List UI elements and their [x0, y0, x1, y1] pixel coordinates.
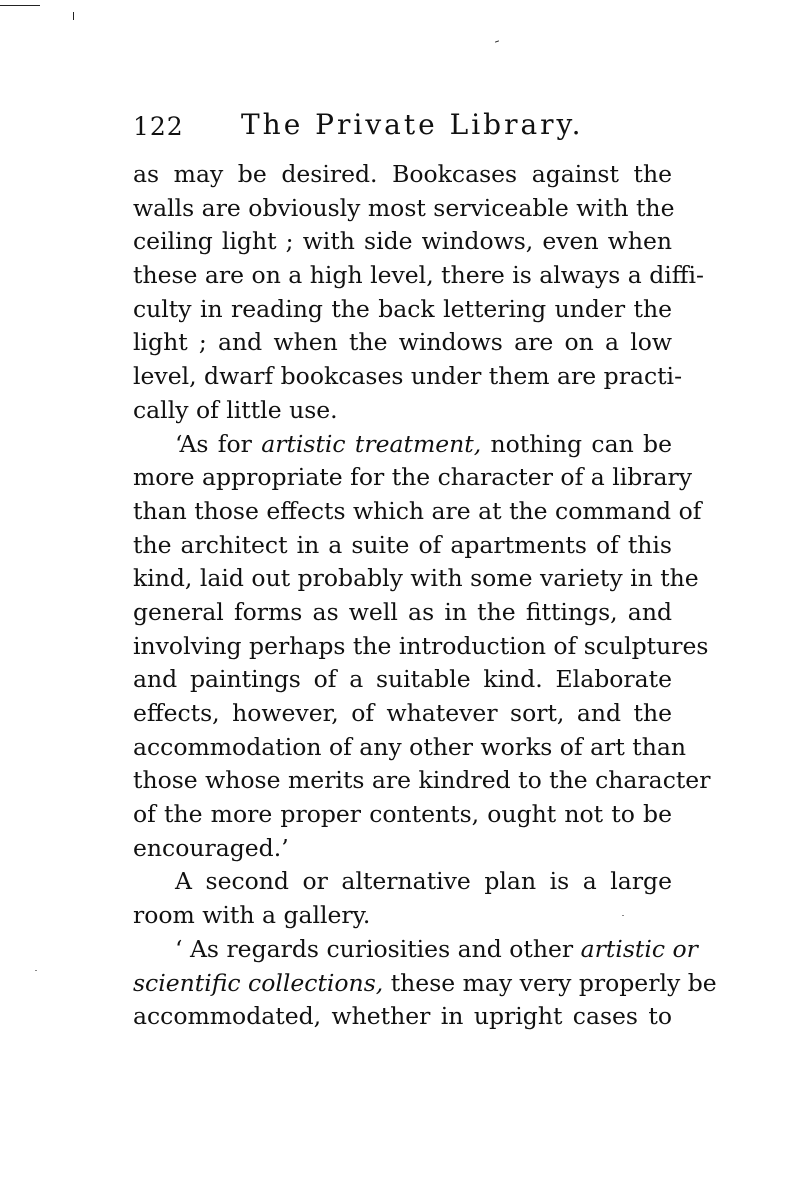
text-line: [133, 360, 683, 394]
text-line: [133, 596, 672, 630]
text-segment: these may very properly be: [383, 968, 717, 997]
text-segment: these are on a high level, there is always a diffi-: [133, 261, 704, 290]
text-segment: involving perhaps the introduction of sculptures: [133, 631, 709, 660]
text-segment: nothing can be: [481, 429, 672, 458]
text-line: [133, 495, 702, 529]
page-number: 122: [133, 112, 184, 141]
text-segment: room with a gallery.: [133, 901, 371, 930]
text-segment: ‘As for: [175, 429, 262, 458]
text-segment: than those effects which are at the command of: [133, 496, 702, 525]
text-segment: ceiling light ; with side windows, even when: [133, 227, 672, 256]
text-segment: encouraged.’: [133, 833, 289, 862]
text-segment: general forms as well as in the fittings, and: [133, 597, 672, 626]
text-segment: accommodated, whether in upright cases to: [133, 1002, 672, 1031]
text-segment: and paintings of a suitable kind. Elaborate: [133, 665, 672, 694]
text-line: [133, 225, 672, 259]
text-line: [133, 394, 672, 428]
text-segment: kind, laid out probably with some variety in the: [133, 564, 699, 593]
text-segment: culty in reading the back lettering under the: [133, 294, 672, 323]
text-line: [133, 967, 717, 1001]
text-segment: the architect in a suite of apartments of this: [133, 530, 672, 559]
text-line: [133, 259, 704, 293]
text-segment: walls are obviously most serviceable with the: [133, 193, 675, 222]
text-line: [133, 1000, 672, 1034]
text-line: [133, 663, 672, 697]
text-line: [133, 293, 672, 327]
text-segment: ‘ As regards curiosities and other: [175, 934, 581, 963]
text-segment: more appropriate for the character of a library: [133, 463, 693, 492]
body-text: [133, 158, 717, 1034]
text-line: [133, 764, 711, 798]
text-line: [133, 798, 672, 832]
text-line: [133, 192, 675, 226]
scan-artifact-tick: [73, 12, 74, 20]
text-line: [133, 529, 672, 563]
text-line: [133, 832, 672, 866]
text-segment: of the more proper contents, ought not to be: [133, 800, 672, 829]
scan-artifact-line: [0, 5, 40, 6]
text-line: [133, 697, 672, 731]
text-segment: effects, however, of whatever sort, and the: [133, 699, 672, 727]
paragraph-start-line: [133, 865, 672, 899]
italic-text: artistic or: [580, 934, 698, 963]
text-segment: level, dwarf bookcases under them are practi-: [133, 362, 683, 391]
text-segment: light ; and when the windows are on a low: [133, 328, 672, 357]
running-head: [133, 108, 693, 142]
italic-text: scientific collections,: [133, 968, 384, 997]
text-segment: as may be desired. Bookcases against the: [133, 160, 672, 188]
running-title: The Private Library.: [241, 108, 584, 141]
text-segment: those whose merits are kindred to the character: [133, 766, 711, 795]
text-line: [133, 562, 699, 596]
italic-text: artistic treatment,: [261, 429, 482, 458]
text-segment: cally of little use.: [133, 395, 338, 424]
text-segment: accommodation of any other works of art than: [133, 732, 686, 761]
text-segment: A second or alternative plan is a large: [175, 867, 672, 896]
text-line: [133, 158, 672, 192]
paragraph-start-line: [133, 428, 672, 462]
scan-artifact-dash: [495, 40, 499, 42]
scan-artifact-dot: [35, 970, 37, 971]
text-line: [133, 326, 672, 360]
text-line: [133, 461, 693, 495]
paragraph-start-line: [133, 933, 698, 967]
text-line: [133, 899, 672, 933]
text-line: [133, 731, 686, 765]
text-line: [133, 630, 709, 664]
